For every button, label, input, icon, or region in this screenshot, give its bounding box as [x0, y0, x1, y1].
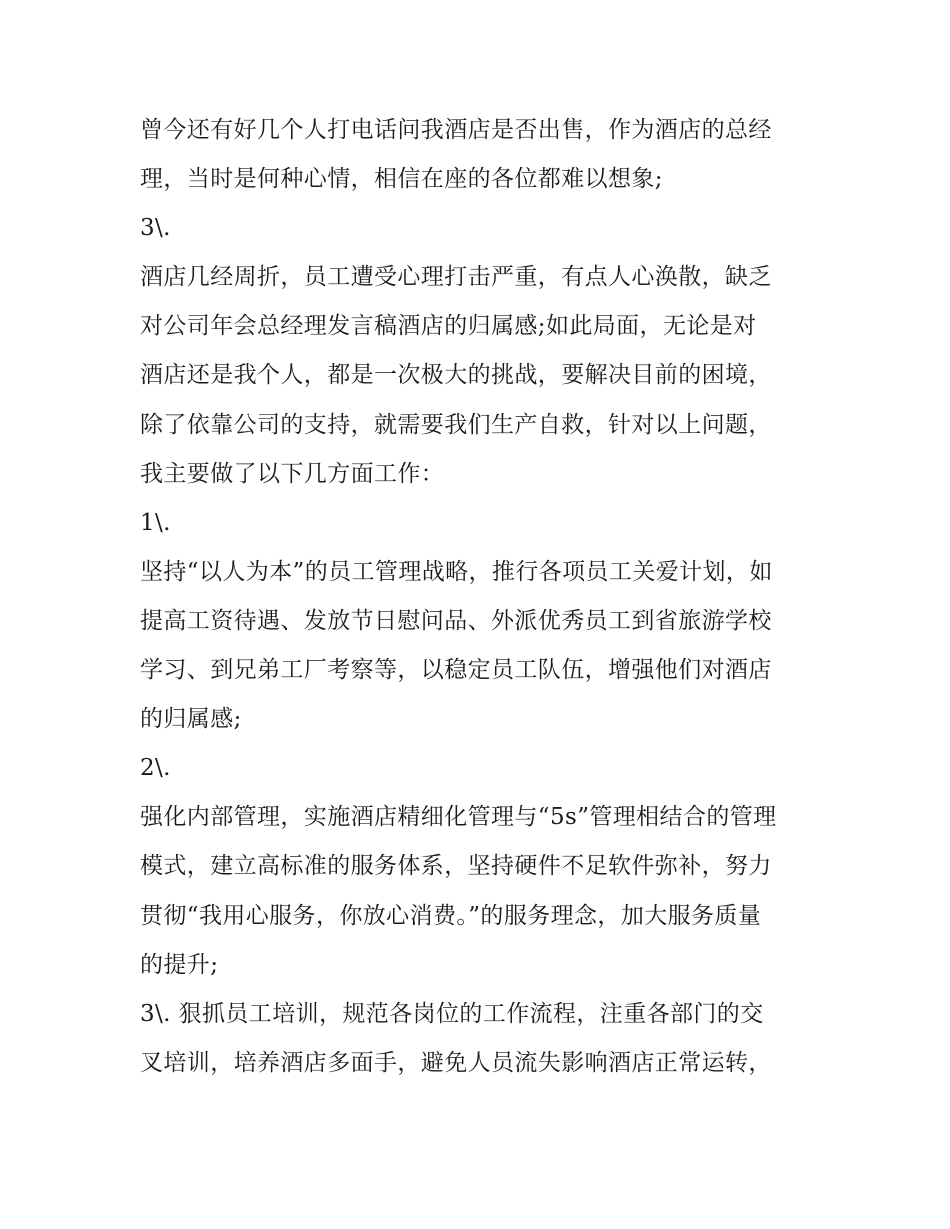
text-line: 坚持“以人为本”的员工管理战略，推行各项员工关爱计划，如	[140, 558, 773, 585]
document-body	[140, 106, 820, 1088]
text-line: 贯彻“我用心服务，你放心消费。”的服务理念，加大服务质量	[140, 902, 762, 929]
text-line: 的归属感;	[140, 706, 242, 733]
text-line: 酒店还是我个人，都是一次极大的挑战，要解决目前的困境，	[140, 362, 772, 389]
list-number: 2\.	[140, 755, 171, 782]
text-line: 对公司年会总经理发言稿酒店的归属感;如此局面，无论是对	[140, 313, 757, 340]
text-line: 叉培训，培养酒店多面手，避免人员流失影响酒店正常运转，	[140, 1049, 772, 1076]
list-number: 3\.	[140, 215, 171, 242]
text-line: 3\. 狠抓员工培训，规范各岗位的工作流程，注重各部门的交	[140, 1000, 764, 1027]
text-line: 模式，建立高标准的服务体系，坚持硬件不足软件弥补，努力	[140, 853, 772, 880]
text-line: 酒店几经周折，员工遭受心理打击严重，有点人心涣散，缺乏	[140, 264, 772, 291]
text-line: 的提升;	[140, 951, 219, 978]
text-line: 提高工资待遇、发放节日慰问品、外派优秀员工到省旅游学校	[140, 607, 772, 634]
list-number: 1\.	[140, 509, 171, 536]
text-line: 强化内部管理，实施酒店精细化管理与“5s”管理相结合的管理	[140, 804, 777, 831]
text-line: 曾今还有好几个人打电话问我酒店是否出售，作为酒店的总经	[140, 117, 772, 143]
text-line: 理，当时是何种心情，相信在座的各位都难以想象;	[140, 166, 663, 193]
text-line: 除了依靠公司的支持，就需要我们生产自救，针对以上问题，	[140, 411, 772, 438]
text-line: 学习、到兄弟工厂考察等，以稳定员工队伍，增强他们对酒店	[140, 657, 772, 684]
text-line: 我主要做了以下几方面工作：	[140, 460, 445, 487]
